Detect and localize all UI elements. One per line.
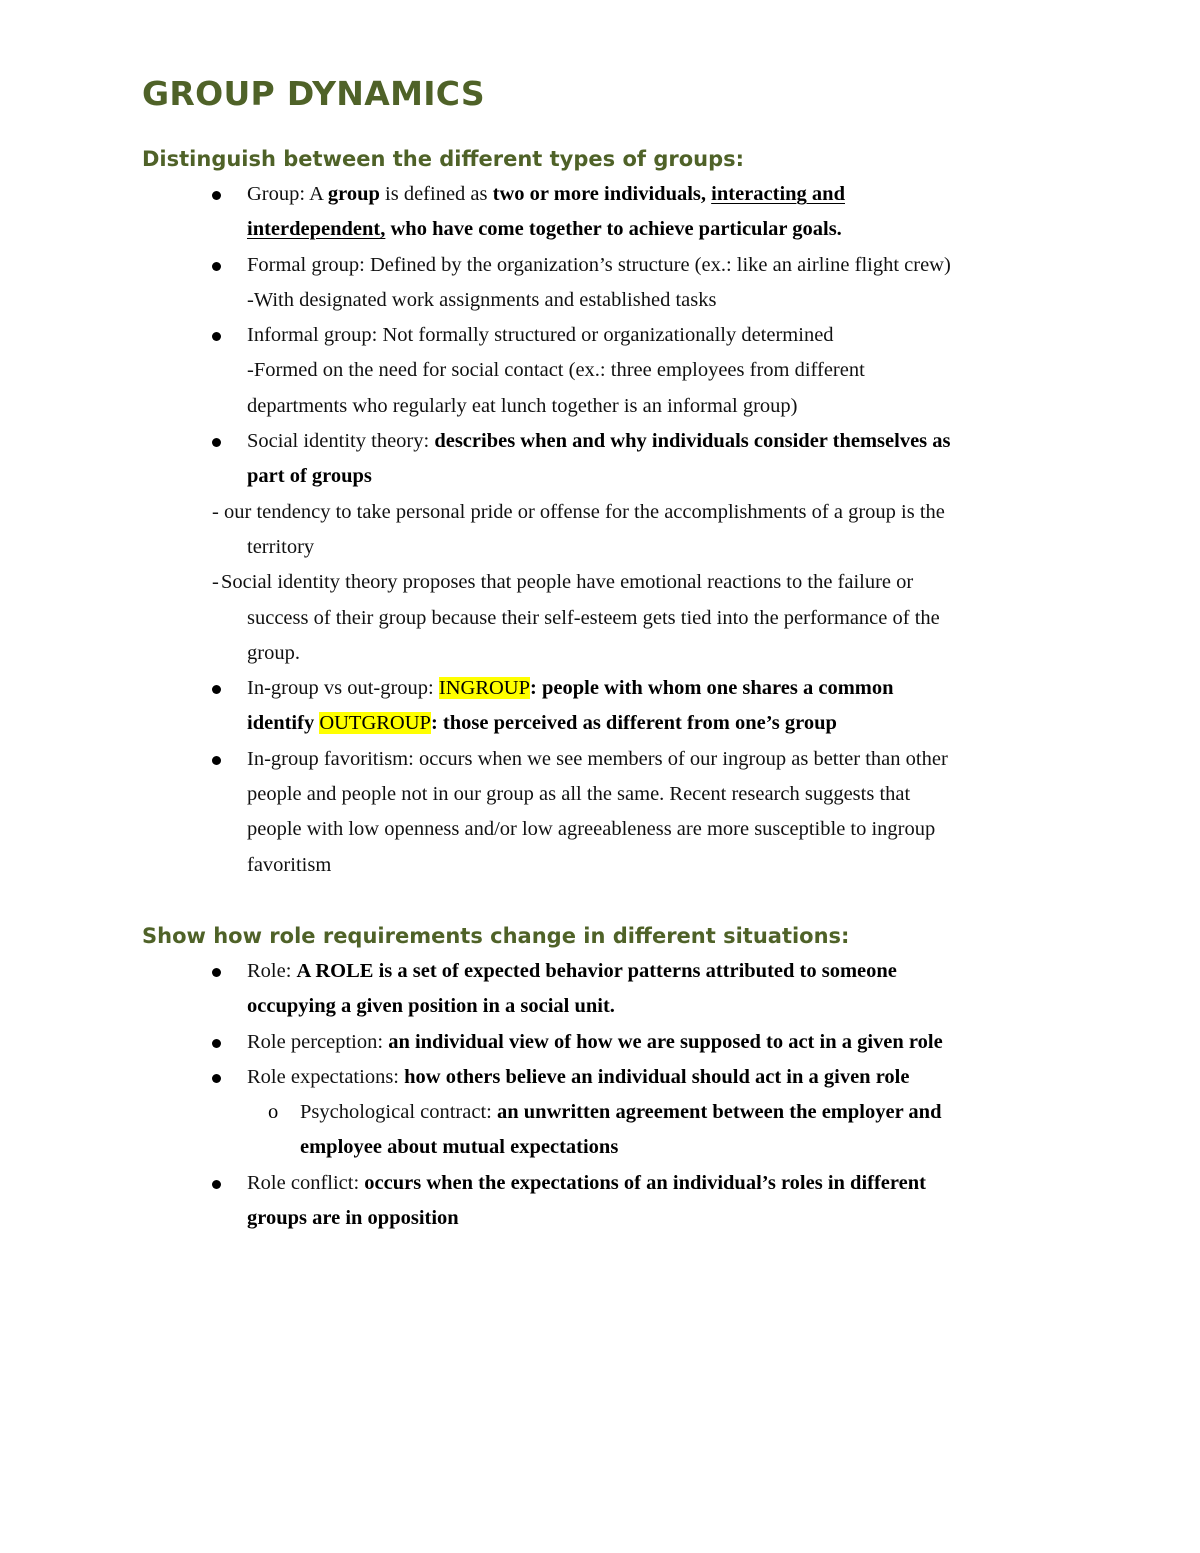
line	[247, 706, 1072, 741]
section-role-requirements-content	[0, 954, 1200, 1236]
bold-term: group	[327, 183, 380, 205]
text-run: Psychological contract:	[300, 1101, 497, 1124]
line	[247, 1201, 1072, 1236]
section-heading-role-requirements: Show how role requirements change in different situations:	[142, 924, 850, 948]
line: Social identity theory proposes that people have emotional reactions to the failure or	[221, 571, 914, 594]
line	[247, 1060, 1072, 1095]
list-item-ingroup-favoritism	[0, 742, 1072, 883]
bold-term: occurs when the expectations of an individual’s roles in different	[364, 1171, 926, 1194]
list-item-social-identity-theory	[0, 424, 1072, 495]
dash-marker: -	[212, 571, 219, 594]
bullet-icon	[212, 756, 221, 765]
line	[247, 424, 1072, 459]
bold-term: an individual view of how we are supposed to act in a given role	[388, 1030, 943, 1053]
list-item-role-conflict	[0, 1166, 1072, 1237]
bold-term: occupying a given position in a social unit.	[247, 995, 615, 1018]
section-heading-group-types: Distinguish between the different types of groups:	[142, 147, 745, 171]
line	[247, 954, 1072, 989]
line	[247, 212, 1072, 247]
list-item-ingroup-outgroup	[0, 671, 1072, 742]
text-run: Role:	[247, 960, 297, 982]
list-item-role-perception	[0, 1025, 1072, 1060]
section-group-types-content	[0, 177, 1200, 883]
bold-term: A ROLE is a set of expected behavior patterns attributed to someone	[296, 960, 897, 982]
line: success of their group because their self-esteem gets tied into the performance of the	[247, 606, 940, 629]
line: departments who regularly eat lunch together is an informal group)	[247, 394, 798, 417]
bold-term: who have come together to achieve particular goals.	[385, 218, 842, 241]
line: people with low openness and/or low agreeableness are more susceptible to ingroup	[247, 818, 936, 841]
dash-marker: -	[212, 500, 219, 523]
bullet-icon	[212, 1074, 221, 1083]
line	[247, 989, 1072, 1024]
bullet-icon	[212, 438, 221, 447]
list-item-group	[0, 177, 1072, 248]
text-run: Group: A	[247, 183, 328, 205]
dash-item-personal-pride	[0, 495, 1072, 566]
bullet-icon	[212, 685, 221, 694]
line: territory	[247, 535, 315, 558]
line: In-group favoritism: occurs when we see members of our ingroup as better than other	[247, 747, 948, 770]
bullet-icon	[212, 1180, 221, 1189]
text-run: Social identity theory:	[247, 430, 435, 453]
highlighted-term-outgroup: OUTGROUP	[319, 712, 431, 735]
text-run: In-group vs out-group:	[247, 677, 439, 700]
bold-term: part of groups	[247, 465, 372, 488]
line	[247, 177, 1072, 212]
text-run: Role perception:	[247, 1030, 389, 1053]
bold-term: identify	[247, 712, 320, 735]
text-run: Role conflict:	[247, 1171, 365, 1194]
bullet-icon	[212, 332, 221, 341]
bold-term: : those perceived as different from one’s group	[430, 712, 837, 735]
line: -Formed on the need for social contact (ex.: three employees from different	[247, 359, 865, 382]
highlighted-term-ingroup: INGROUP	[438, 677, 531, 700]
bullet-icon	[212, 968, 221, 977]
text-run: Role expectations:	[247, 1065, 405, 1088]
bullet-icon	[212, 262, 221, 271]
underlined-term: interdependent,	[247, 218, 386, 241]
bold-term: groups are in opposition	[247, 1207, 459, 1230]
list-item-role	[0, 954, 1072, 1025]
bullet-icon	[212, 191, 221, 200]
bold-term: employee about mutual expectations	[300, 1136, 619, 1159]
line: -With designated work assignments and established tasks	[247, 288, 717, 311]
line: our tendency to take personal pride or offense for the accomplishments of a group is the	[224, 500, 945, 523]
line	[300, 1095, 1072, 1130]
line	[247, 1025, 1072, 1060]
text-run: is defined as	[379, 183, 493, 205]
line: group.	[247, 641, 300, 664]
underlined-term: interacting and	[711, 183, 845, 205]
dash-item-emotional-reactions	[0, 565, 1072, 671]
list-item-formal-group	[0, 248, 1072, 319]
line	[247, 671, 1072, 706]
document-title: GROUP DYNAMICS	[142, 74, 485, 113]
bold-term: an unwritten agreement between the employer and	[496, 1101, 942, 1124]
bold-term: how others believe an individual should act in a given role	[404, 1065, 910, 1088]
list-item-role-expectations	[0, 1060, 1072, 1095]
bold-term: two or more individuals,	[492, 183, 712, 205]
circle-bullet-icon: o	[268, 1101, 279, 1124]
line: people and people not in our group as all the same. Recent research suggests that	[247, 783, 911, 806]
line	[247, 459, 1072, 494]
list-item-informal-group	[0, 318, 1072, 424]
line	[247, 1166, 1072, 1201]
bold-term: describes when and why individuals consider themselves as	[434, 430, 951, 453]
bold-term: : people with whom one shares a common	[530, 677, 894, 700]
line	[300, 1130, 1072, 1165]
line: Formal group: Defined by the organization’s structure (ex.: like an airline flight crew)	[247, 253, 951, 276]
line: favoritism	[247, 853, 332, 876]
bullet-icon	[212, 1039, 221, 1048]
line: Informal group: Not formally structured or organizationally determined	[247, 324, 834, 347]
sub-item-psychological-contract	[0, 1095, 1072, 1166]
